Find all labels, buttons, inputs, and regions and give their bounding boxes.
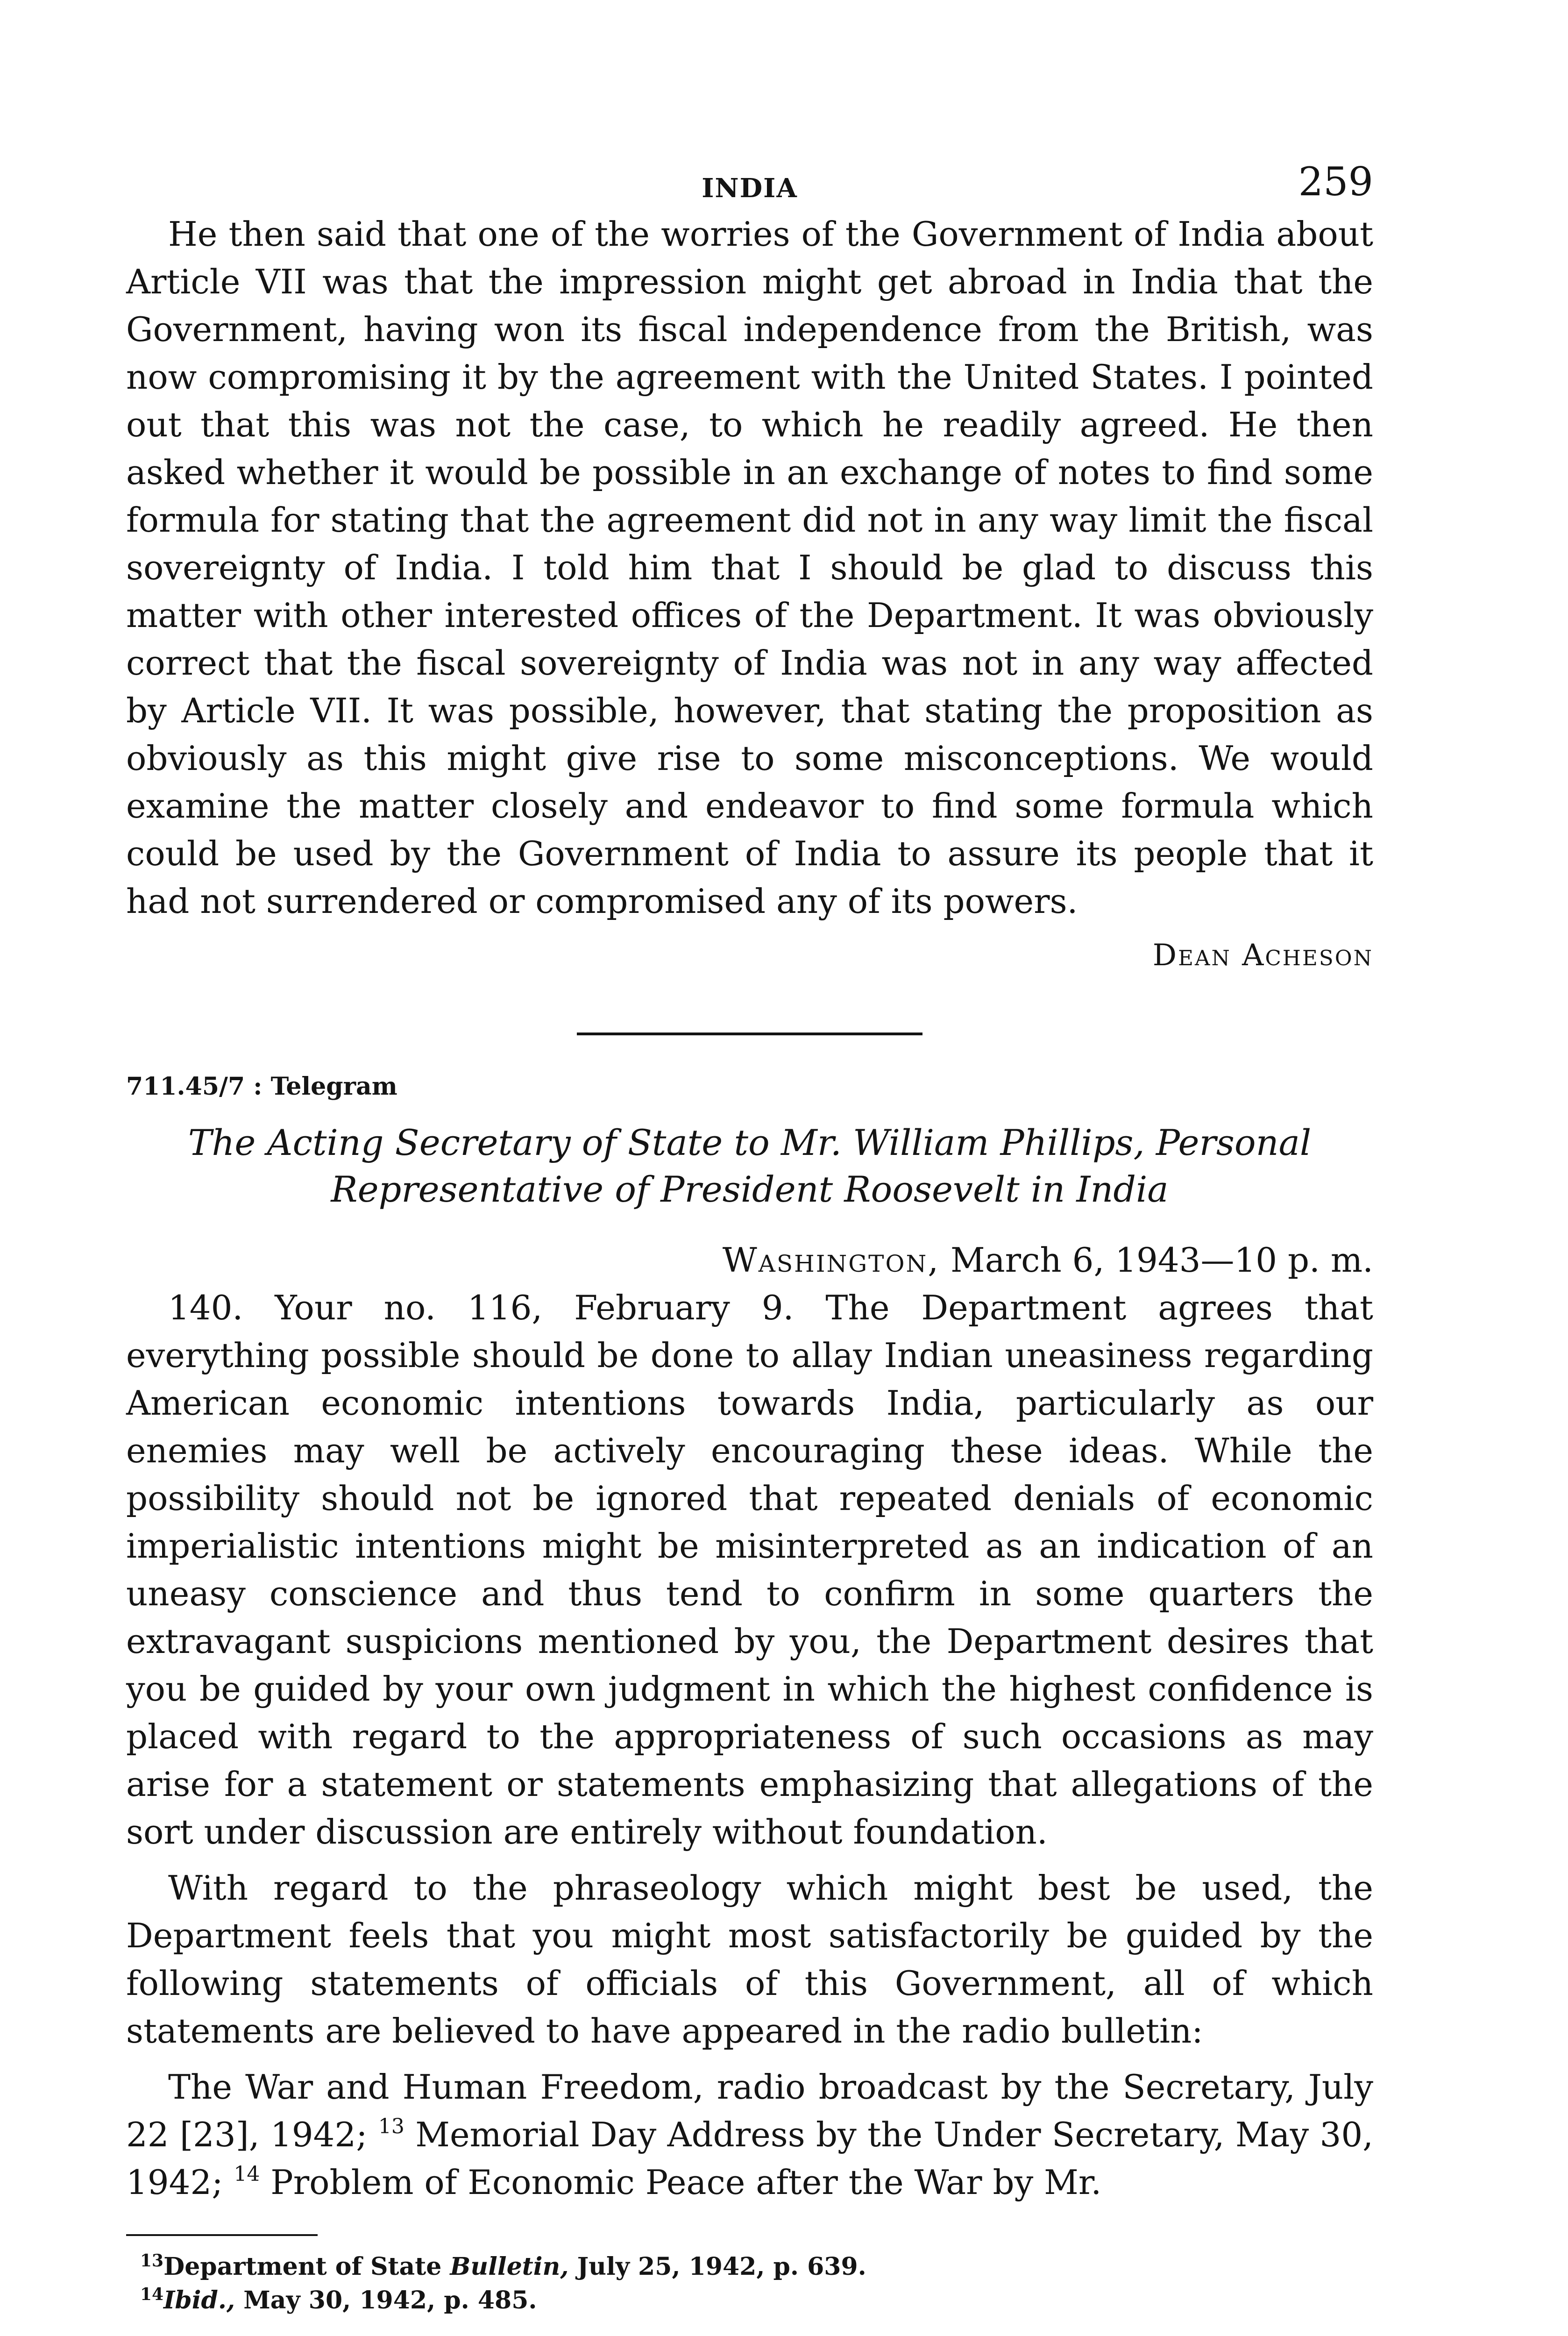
telegram-paragraph-3 <box>126 2063 1373 2206</box>
footnote-text: May 30, 1942, p. 485. <box>235 2286 537 2315</box>
signature: Dean Acheson <box>1152 938 1373 973</box>
section-divider <box>577 1033 922 1035</box>
dateline <box>126 1236 1373 1284</box>
footnote-text: Department of State <box>163 2252 450 2281</box>
footnote-italic: Bulletin, <box>450 2252 569 2281</box>
running-head <box>126 159 1373 210</box>
footnote-text: July 25, 1942, p. 639. <box>568 2252 866 2281</box>
file-reference: 711.45/7 : Telegram <box>126 1072 397 1101</box>
page-number: 259 <box>1298 159 1373 205</box>
telegram-paragraph-1: 140. Your no. 116, February 9. The Department agrees that everything possible should be done to allay Indian uneasiness regarding American economic intentions towards India, particularly as our enemies may well be actively encouraging these ideas. While the possibility should not be ignored that repeated denials of economic imperialistic intentions might be misinterpreted as an indication of an uneasy conscience and thus tend to confirm in some quarters the extravagant suspicions mentioned by you, the Department desires that you be guided by your own judgment in which the highest confidence is placed with regard to the appropriateness of such occasions as may arise for a statement or statements emphasizing that allegations of the sort under discussion are entirely without foundation. <box>126 1288 1373 1852</box>
telegram-paragraph-2: With regard to the phraseology which might best be used, the Department feels that you might most satisfactorily be guided by the following statements of officials of this Government, all of which statements are believed to have appeared in the radio bulletin: <box>126 1868 1373 2051</box>
dateline-date: March 6, 1943—10 p. m. <box>951 1240 1373 1280</box>
footnote-13 <box>126 2250 1373 2284</box>
dateline-place: Washington, <box>722 1240 940 1280</box>
footnote-number: 14 <box>140 2285 164 2304</box>
footnote-divider <box>126 2234 318 2236</box>
footnote-italic: Ibid., <box>163 2286 235 2315</box>
letter-paragraph: He then said that one of the worries of the Government of India about Article VII was that the impression might get abroad in India that the Government, having won its fiscal independence from the British, was now compromising it by the agreement with the United States. I pointed out that this was not the case, to which he readily agreed. He then asked whether it would be possible in an exchange of notes to find some formula for stating that the agreement did not in any way limit the fiscal sovereignty of India. I told him that I should be glad to discuss this matter with other interested offices of the Department. It was obviously correct that the fiscal sovereignty of India was not in any way affected by Article VII. It was possible, however, that stating the proposition as obviously as this might give rise to some misconceptions. We would examine the matter closely and endeavor to find some formula which could be used by the Government of India to assure its people that it had not surrendered or compromised any of its powers. <box>126 214 1373 921</box>
running-title: INDIA <box>702 173 798 204</box>
paragraph-3-text-2: Memorial Day Address by the Under Secretary, May 30, 1942; <box>126 2115 1374 2202</box>
document-page <box>126 159 1373 2317</box>
paragraph-3-text-3: Problem of Economic Peace after the War by Mr. <box>270 2163 1102 2202</box>
footnote-ref-13: 13 <box>378 2115 404 2138</box>
footnote-number: 13 <box>140 2251 164 2271</box>
telegram-heading <box>126 1119 1373 1213</box>
paragraph-3-text-1: The War and Human Freedom, radio broadcast by the Secretary, July 22 [23], 1942; <box>126 2067 1373 2154</box>
heading-line-1: The Acting Secretary of State to Mr. William Phillips, Personal <box>188 1122 1312 1163</box>
footnote-14 <box>126 2284 1373 2317</box>
footnote-ref-14: 14 <box>234 2162 260 2186</box>
heading-line-2: Representative of President Roosevelt in India <box>331 1168 1169 1210</box>
